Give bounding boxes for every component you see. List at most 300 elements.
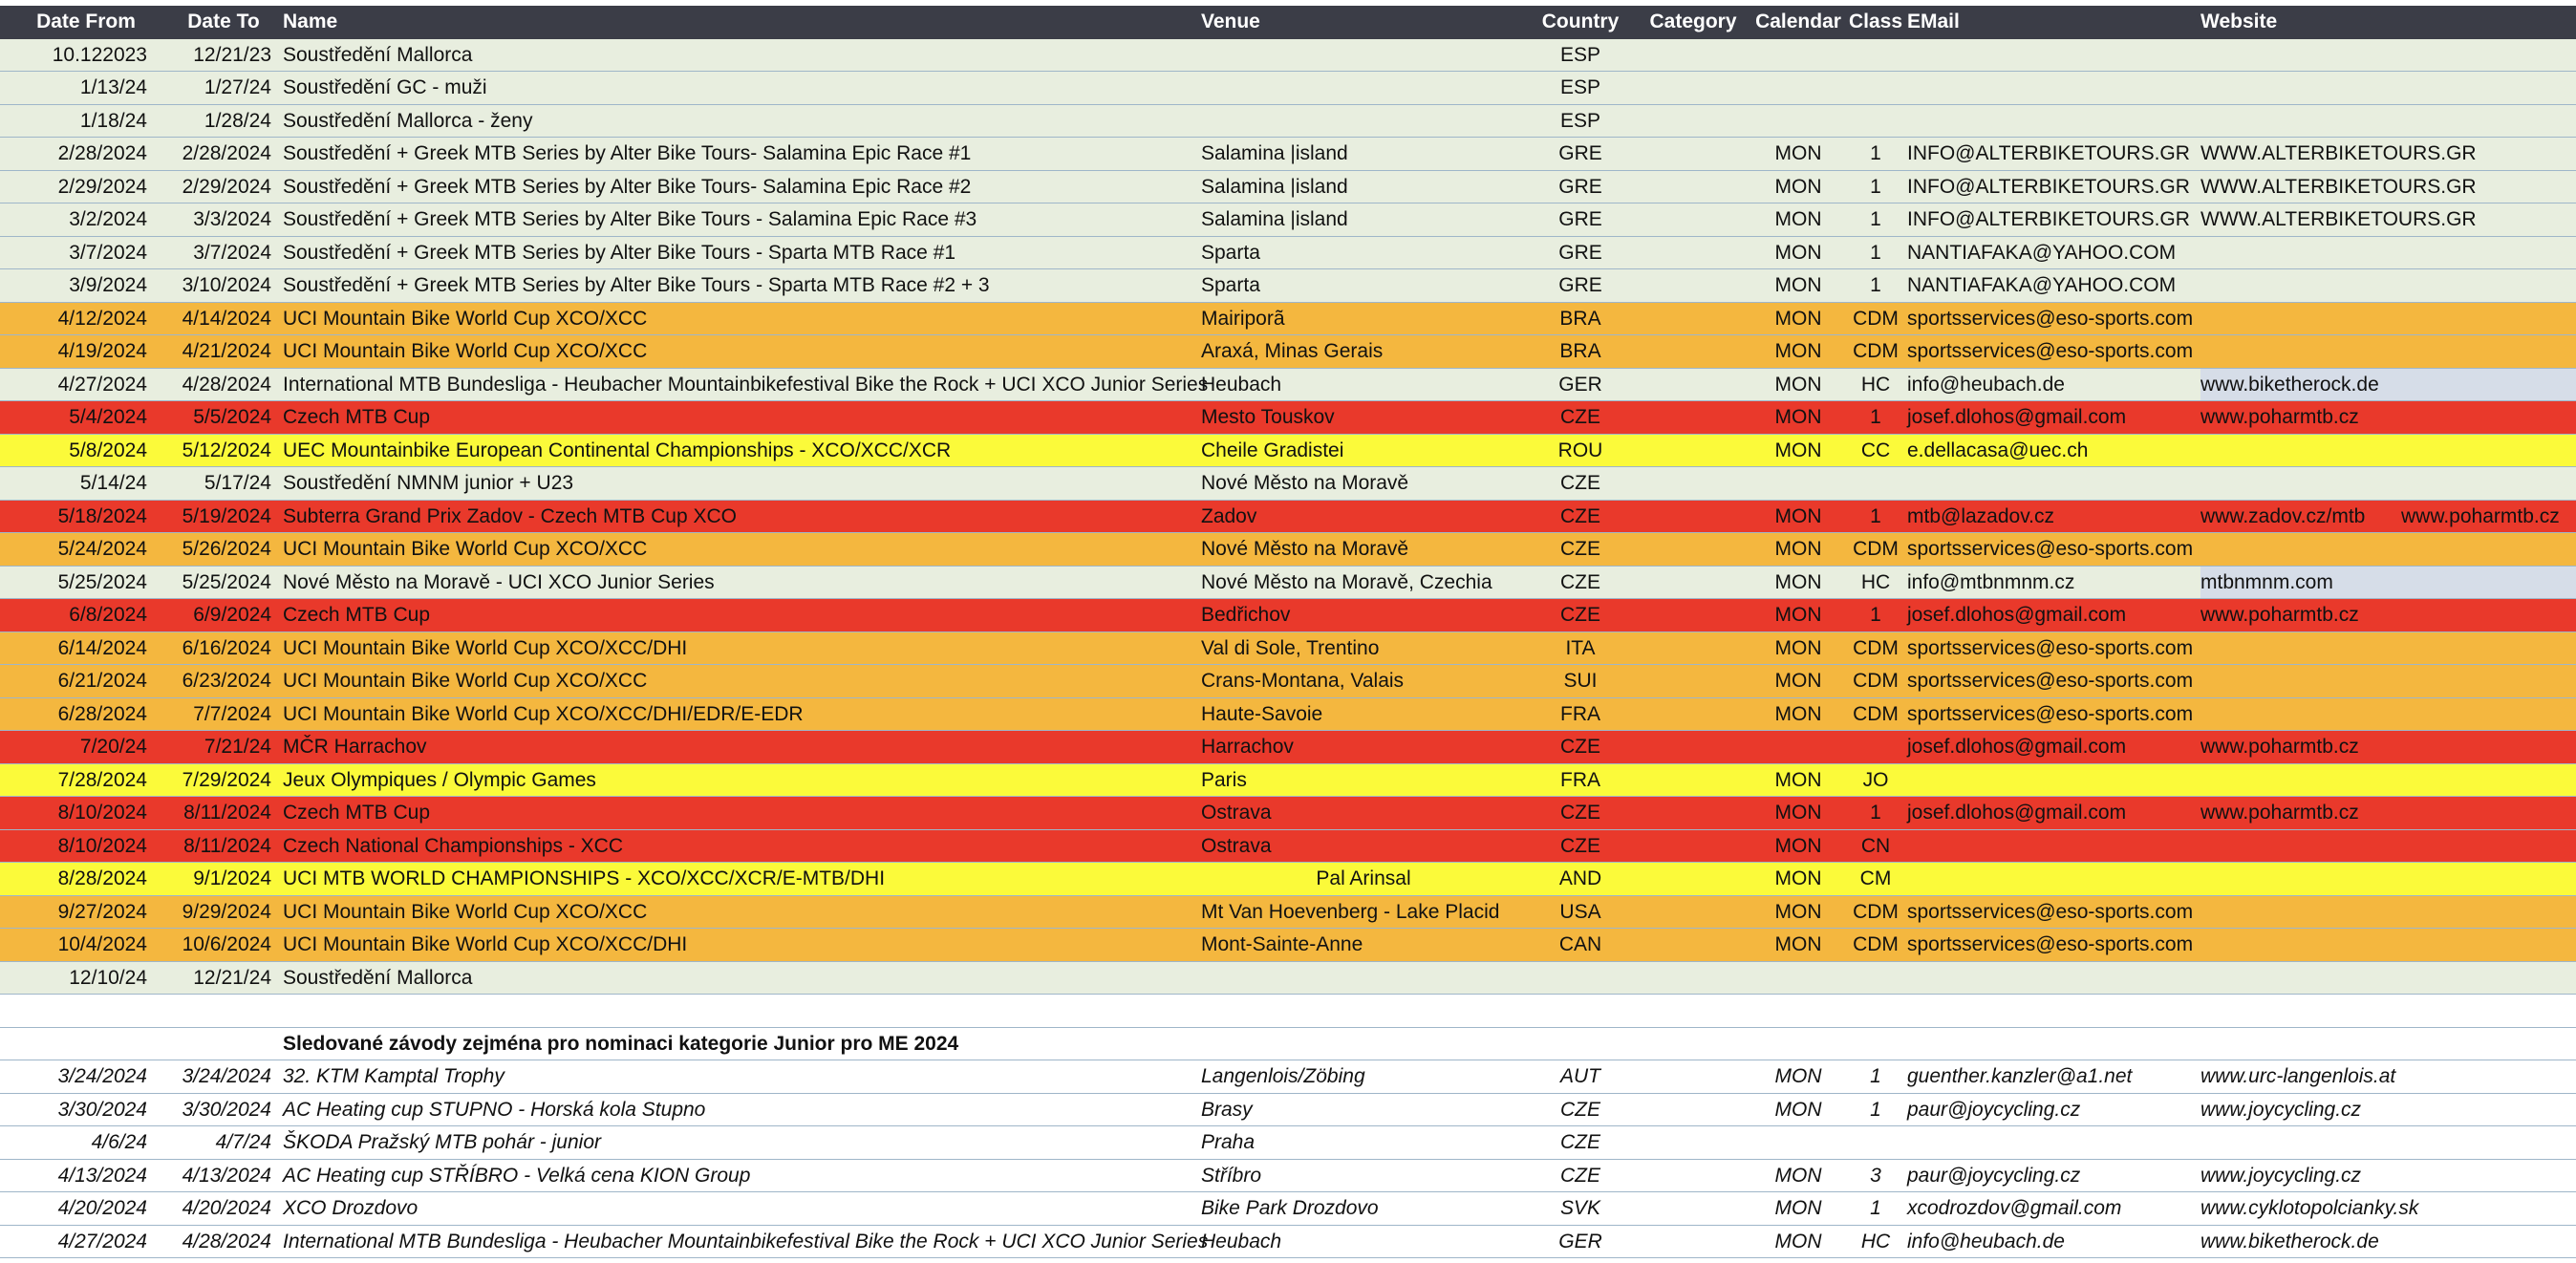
cell-class[interactable]: [1846, 39, 1905, 72]
cell-name[interactable]: [283, 797, 1200, 829]
cell-date-to[interactable]: [161, 138, 271, 170]
cell-category[interactable]: [1636, 533, 1750, 566]
cell-date-to[interactable]: [161, 1226, 271, 1258]
cell-name[interactable]: [283, 435, 1200, 467]
cell-country[interactable]: [1527, 369, 1634, 401]
cell-date-from[interactable]: [0, 435, 155, 467]
cell-email[interactable]: [1907, 533, 2194, 566]
cell-category[interactable]: [1636, 698, 1750, 731]
cell-date-from[interactable]: [0, 335, 155, 368]
cell-date-from[interactable]: [0, 599, 155, 632]
cell-category[interactable]: [1636, 830, 1750, 863]
cell-category[interactable]: [1636, 1192, 1750, 1225]
cell-date-from[interactable]: [0, 39, 155, 72]
cell-name[interactable]: [283, 1126, 1200, 1159]
cell-country[interactable]: [1527, 435, 1634, 467]
cell-country[interactable]: [1527, 533, 1634, 566]
cell-date-to[interactable]: [161, 269, 271, 302]
cell-date-from[interactable]: [0, 632, 155, 665]
cell-venue[interactable]: [1201, 698, 1526, 731]
cell-name[interactable]: [283, 1192, 1200, 1225]
cell-website[interactable]: [2200, 1126, 2576, 1159]
cell-website[interactable]: [2200, 1094, 2576, 1126]
cell-venue[interactable]: [1201, 962, 1526, 995]
cell-category[interactable]: [1636, 1094, 1750, 1126]
cell-website[interactable]: [2200, 1226, 2576, 1258]
cell-calendar[interactable]: [1752, 896, 1844, 929]
cell-name[interactable]: [283, 39, 1200, 72]
cell-venue[interactable]: [1201, 533, 1526, 566]
cell-country[interactable]: [1527, 39, 1634, 72]
cell-date-from[interactable]: [0, 401, 155, 434]
cell-date-from[interactable]: [0, 1226, 155, 1258]
cell-date-to[interactable]: [161, 533, 271, 566]
cell-venue[interactable]: [1201, 1226, 1526, 1258]
cell-class[interactable]: [1846, 731, 1905, 763]
table-row[interactable]: [0, 830, 2576, 864]
cell-venue[interactable]: [1201, 237, 1526, 269]
cell-calendar[interactable]: [1752, 369, 1844, 401]
cell-email[interactable]: [1907, 830, 2194, 863]
cell-country[interactable]: [1527, 632, 1634, 665]
table-row[interactable]: [0, 1226, 2576, 1259]
cell-venue[interactable]: [1201, 1060, 1526, 1093]
cell-email[interactable]: [1907, 962, 2194, 995]
cell-category[interactable]: [1636, 138, 1750, 170]
cell-website[interactable]: [2200, 863, 2576, 895]
cell-calendar[interactable]: [1752, 1094, 1844, 1126]
cell-class[interactable]: [1846, 698, 1905, 731]
cell-venue[interactable]: [1201, 501, 1526, 533]
cell-venue[interactable]: [1201, 171, 1526, 203]
cell-name[interactable]: [283, 863, 1200, 895]
cell-category[interactable]: [1636, 962, 1750, 995]
cell-class[interactable]: [1846, 501, 1905, 533]
cell-calendar[interactable]: [1752, 1160, 1844, 1192]
cell-venue[interactable]: [1201, 401, 1526, 434]
cell-website[interactable]: [2200, 39, 2576, 72]
cell-name[interactable]: [283, 401, 1200, 434]
cell-email[interactable]: [1907, 1094, 2194, 1126]
cell-calendar[interactable]: [1752, 1060, 1844, 1093]
cell-date-from[interactable]: [0, 1094, 155, 1126]
cell-class[interactable]: [1846, 567, 1905, 599]
cell-class[interactable]: [1846, 105, 1905, 138]
cell-category[interactable]: [1636, 237, 1750, 269]
table-row[interactable]: [0, 599, 2576, 632]
cell-class[interactable]: [1846, 335, 1905, 368]
cell-category[interactable]: [1636, 665, 1750, 697]
header-category[interactable]: Category: [1649, 11, 1737, 32]
cell-date-to[interactable]: [161, 797, 271, 829]
cell-venue[interactable]: [1201, 203, 1526, 236]
cell-website[interactable]: [2200, 335, 2576, 368]
cell-email[interactable]: [1907, 1160, 2194, 1192]
cell-category[interactable]: [1636, 1060, 1750, 1093]
cell-date-from[interactable]: [0, 731, 155, 763]
cell-email[interactable]: [1907, 567, 2194, 599]
header-name[interactable]: Name: [283, 11, 338, 32]
cell-date-from[interactable]: [0, 203, 155, 236]
cell-class[interactable]: [1846, 435, 1905, 467]
cell-category[interactable]: [1636, 335, 1750, 368]
cell-name[interactable]: [283, 533, 1200, 566]
cell-email[interactable]: [1907, 237, 2194, 269]
cell-country[interactable]: [1527, 929, 1634, 961]
cell-class[interactable]: [1846, 896, 1905, 929]
cell-date-to[interactable]: [161, 335, 271, 368]
cell-category[interactable]: [1636, 303, 1750, 335]
cell-date-from[interactable]: [0, 533, 155, 566]
cell-class[interactable]: [1846, 369, 1905, 401]
cell-date-to[interactable]: [161, 369, 271, 401]
cell-website[interactable]: [2200, 171, 2576, 203]
cell-venue[interactable]: [1201, 764, 1526, 797]
cell-website[interactable]: [2200, 401, 2576, 434]
header-date-to[interactable]: Date To: [187, 11, 260, 32]
cell-date-to[interactable]: [161, 237, 271, 269]
table-row[interactable]: [0, 929, 2576, 962]
table-row[interactable]: [0, 401, 2576, 435]
table-row[interactable]: [0, 1060, 2576, 1094]
cell-country[interactable]: [1527, 467, 1634, 500]
cell-email[interactable]: [1907, 72, 2194, 104]
cell-email[interactable]: [1907, 1192, 2194, 1225]
cell-name[interactable]: [283, 1060, 1200, 1093]
cell-website[interactable]: [2200, 303, 2576, 335]
cell-country[interactable]: [1527, 962, 1634, 995]
cell-calendar[interactable]: [1752, 269, 1844, 302]
cell-date-to[interactable]: [161, 171, 271, 203]
cell-calendar[interactable]: [1752, 731, 1844, 763]
table-row[interactable]: [0, 269, 2576, 303]
cell-class[interactable]: [1846, 533, 1905, 566]
cell-website[interactable]: [2200, 72, 2576, 104]
cell-category[interactable]: [1636, 39, 1750, 72]
cell-email[interactable]: [1907, 105, 2194, 138]
cell-date-from[interactable]: [0, 501, 155, 533]
table-row[interactable]: [0, 731, 2576, 764]
cell-name[interactable]: [283, 830, 1200, 863]
cell-email[interactable]: [1907, 369, 2194, 401]
cell-email[interactable]: [1907, 731, 2194, 763]
cell-category[interactable]: [1636, 1160, 1750, 1192]
cell-calendar[interactable]: [1752, 501, 1844, 533]
cell-category[interactable]: [1636, 401, 1750, 434]
cell-class[interactable]: [1846, 962, 1905, 995]
table-row[interactable]: [0, 797, 2576, 830]
cell-class[interactable]: [1846, 237, 1905, 269]
cell-country[interactable]: [1527, 269, 1634, 302]
cell-date-from[interactable]: [0, 863, 155, 895]
cell-date-to[interactable]: [161, 105, 271, 138]
cell-class[interactable]: [1846, 1060, 1905, 1093]
header-venue[interactable]: Venue: [1201, 11, 1260, 32]
cell-country[interactable]: [1527, 72, 1634, 104]
cell-name[interactable]: [283, 303, 1200, 335]
cell-calendar[interactable]: [1752, 797, 1844, 829]
cell-date-from[interactable]: [0, 467, 155, 500]
cell-calendar[interactable]: [1752, 962, 1844, 995]
cell-name[interactable]: [283, 237, 1200, 269]
cell-date-from[interactable]: [0, 962, 155, 995]
header-calendar[interactable]: Calendar: [1755, 11, 1841, 32]
cell-name[interactable]: [283, 105, 1200, 138]
cell-name[interactable]: [283, 1160, 1200, 1192]
cell-website[interactable]: [2200, 1060, 2576, 1093]
cell-calendar[interactable]: [1752, 39, 1844, 72]
cell-calendar[interactable]: [1752, 1192, 1844, 1225]
cell-category[interactable]: [1636, 797, 1750, 829]
cell-class[interactable]: [1846, 401, 1905, 434]
cell-venue[interactable]: [1201, 369, 1526, 401]
cell-calendar[interactable]: [1752, 632, 1844, 665]
cell-date-from[interactable]: [0, 665, 155, 697]
cell-website[interactable]: [2200, 632, 2576, 665]
cell-venue[interactable]: [1201, 303, 1526, 335]
cell-date-to[interactable]: [161, 401, 271, 434]
table-row[interactable]: [0, 237, 2576, 270]
cell-email[interactable]: [1907, 632, 2194, 665]
header-country[interactable]: Country: [1541, 11, 1620, 32]
cell-country[interactable]: [1527, 303, 1634, 335]
table-row[interactable]: [0, 369, 2576, 402]
cell-category[interactable]: [1636, 764, 1750, 797]
cell-date-from[interactable]: [0, 1160, 155, 1192]
header-class[interactable]: Class: [1848, 11, 1903, 32]
cell-email[interactable]: [1907, 1126, 2194, 1159]
cell-email[interactable]: [1907, 665, 2194, 697]
cell-date-to[interactable]: [161, 896, 271, 929]
cell-date-to[interactable]: [161, 962, 271, 995]
cell-email[interactable]: [1907, 863, 2194, 895]
cell-category[interactable]: [1636, 435, 1750, 467]
cell-name[interactable]: [283, 1094, 1200, 1126]
cell-country[interactable]: [1527, 1192, 1634, 1225]
cell-category[interactable]: [1636, 171, 1750, 203]
cell-date-from[interactable]: [0, 138, 155, 170]
cell-country[interactable]: [1527, 1094, 1634, 1126]
table-row[interactable]: [0, 1094, 2576, 1127]
cell-website[interactable]: [2200, 929, 2576, 961]
cell-website[interactable]: [2200, 467, 2576, 500]
cell-email[interactable]: [1907, 929, 2194, 961]
header-website[interactable]: Website: [2200, 11, 2278, 32]
table-row[interactable]: [0, 39, 2576, 73]
cell-venue[interactable]: [1201, 896, 1526, 929]
cell-venue[interactable]: [1201, 39, 1526, 72]
cell-date-from[interactable]: [0, 764, 155, 797]
cell-category[interactable]: [1636, 929, 1750, 961]
cell-website[interactable]: [2200, 435, 2576, 467]
cell-website[interactable]: [2200, 1192, 2576, 1225]
cell-website[interactable]: [2200, 830, 2576, 863]
cell-class[interactable]: [1846, 830, 1905, 863]
cell-calendar[interactable]: [1752, 599, 1844, 632]
cell-date-from[interactable]: [0, 269, 155, 302]
cell-class[interactable]: [1846, 467, 1905, 500]
cell-website[interactable]: [2200, 599, 2576, 632]
table-row[interactable]: [0, 72, 2576, 105]
cell-venue[interactable]: [1201, 599, 1526, 632]
cell-website[interactable]: [2200, 269, 2576, 302]
table-row[interactable]: [0, 567, 2576, 600]
table-row[interactable]: [0, 1126, 2576, 1160]
cell-country[interactable]: [1527, 896, 1634, 929]
cell-venue[interactable]: [1201, 435, 1526, 467]
table-row[interactable]: [0, 335, 2576, 369]
table-row[interactable]: [0, 171, 2576, 204]
cell-venue[interactable]: [1201, 335, 1526, 368]
cell-date-to[interactable]: [161, 764, 271, 797]
table-row[interactable]: [0, 632, 2576, 666]
cell-class[interactable]: [1846, 1094, 1905, 1126]
cell-website[interactable]: [2200, 797, 2576, 829]
cell-name[interactable]: [283, 1226, 1209, 1258]
cell-name[interactable]: [283, 501, 1200, 533]
cell-class[interactable]: [1846, 929, 1905, 961]
cell-category[interactable]: [1636, 72, 1750, 104]
cell-category[interactable]: [1636, 1226, 1750, 1258]
cell-country[interactable]: [1527, 401, 1634, 434]
table-row[interactable]: [0, 303, 2576, 336]
cell-country[interactable]: [1527, 764, 1634, 797]
table-row[interactable]: [0, 764, 2576, 798]
cell-date-to[interactable]: [161, 467, 271, 500]
table-row[interactable]: [0, 467, 2576, 501]
cell-calendar[interactable]: [1752, 698, 1844, 731]
table-row[interactable]: [0, 435, 2576, 468]
cell-email[interactable]: [1907, 896, 2194, 929]
cell-venue[interactable]: [1201, 797, 1526, 829]
cell-date-to[interactable]: [161, 72, 271, 104]
cell-website[interactable]: [2200, 533, 2576, 566]
cell-class[interactable]: [1846, 303, 1905, 335]
cell-date-from[interactable]: [0, 1060, 155, 1093]
cell-website[interactable]: [2200, 764, 2576, 797]
cell-class[interactable]: [1846, 764, 1905, 797]
cell-class[interactable]: [1846, 665, 1905, 697]
cell-category[interactable]: [1636, 1126, 1750, 1159]
cell-date-to[interactable]: [161, 303, 271, 335]
cell-name[interactable]: [283, 665, 1200, 697]
cell-country[interactable]: [1527, 138, 1634, 170]
cell-country[interactable]: [1527, 731, 1634, 763]
cell-name[interactable]: [283, 632, 1200, 665]
cell-country[interactable]: [1527, 501, 1634, 533]
cell-calendar[interactable]: [1752, 171, 1844, 203]
cell-website[interactable]: [2200, 369, 2576, 401]
cell-venue[interactable]: [1201, 72, 1526, 104]
cell-date-to[interactable]: [161, 501, 271, 533]
cell-date-to[interactable]: [161, 1160, 271, 1192]
cell-country[interactable]: [1527, 830, 1634, 863]
cell-name[interactable]: [283, 72, 1200, 104]
cell-website[interactable]: [2200, 962, 2576, 995]
cell-venue[interactable]: [1201, 1160, 1526, 1192]
cell-name[interactable]: [283, 896, 1200, 929]
cell-category[interactable]: [1636, 269, 1750, 302]
cell-class[interactable]: [1846, 1160, 1905, 1192]
cell-venue[interactable]: [1201, 731, 1526, 763]
cell-date-to[interactable]: [161, 435, 271, 467]
cell-calendar[interactable]: [1752, 863, 1844, 895]
cell-calendar[interactable]: [1752, 203, 1844, 236]
cell-website[interactable]: [2200, 665, 2576, 697]
table-row[interactable]: [0, 1192, 2576, 1226]
cell-class[interactable]: [1846, 1192, 1905, 1225]
cell-category[interactable]: [1636, 896, 1750, 929]
cell-date-from[interactable]: [0, 369, 155, 401]
cell-name[interactable]: [283, 203, 1200, 236]
cell-calendar[interactable]: [1752, 303, 1844, 335]
section-title-row[interactable]: [0, 1028, 2576, 1061]
cell-country[interactable]: [1527, 698, 1634, 731]
cell-venue[interactable]: [1201, 269, 1526, 302]
cell-class[interactable]: [1846, 599, 1905, 632]
cell-calendar[interactable]: [1752, 567, 1844, 599]
cell-calendar[interactable]: [1752, 665, 1844, 697]
cell-category[interactable]: [1636, 731, 1750, 763]
cell-website[interactable]: [2200, 896, 2576, 929]
cell-email[interactable]: [1907, 303, 2194, 335]
cell-email[interactable]: [1907, 401, 2194, 434]
cell-venue[interactable]: [1201, 1094, 1526, 1126]
cell-class[interactable]: [1846, 203, 1905, 236]
cell-name[interactable]: [283, 171, 1200, 203]
cell-date-to[interactable]: [161, 203, 271, 236]
cell-name[interactable]: [283, 599, 1200, 632]
cell-venue[interactable]: [1201, 929, 1526, 961]
cell-email[interactable]: [1907, 501, 2194, 533]
cell-venue[interactable]: [1201, 632, 1526, 665]
cell-email[interactable]: [1907, 1060, 2194, 1093]
cell-email[interactable]: [1907, 1226, 2194, 1258]
cell-category[interactable]: [1636, 863, 1750, 895]
table-row[interactable]: [0, 962, 2576, 995]
cell-calendar[interactable]: [1752, 401, 1844, 434]
cell-calendar[interactable]: [1752, 533, 1844, 566]
cell-venue[interactable]: [1201, 863, 1526, 895]
cell-calendar[interactable]: [1752, 435, 1844, 467]
cell-country[interactable]: [1527, 1060, 1634, 1093]
cell-date-from[interactable]: [0, 303, 155, 335]
cell-venue[interactable]: [1201, 1192, 1526, 1225]
cell-date-to[interactable]: [161, 698, 271, 731]
cell-email[interactable]: [1907, 203, 2194, 236]
cell-category[interactable]: [1636, 105, 1750, 138]
cell-calendar[interactable]: [1752, 467, 1844, 500]
cell-email[interactable]: [1907, 335, 2194, 368]
cell-calendar[interactable]: [1752, 335, 1844, 368]
cell-website[interactable]: [2200, 567, 2576, 599]
cell-email[interactable]: [1907, 797, 2194, 829]
cell-class[interactable]: [1846, 72, 1905, 104]
cell-name[interactable]: [283, 567, 1200, 599]
cell-date-from[interactable]: [0, 830, 155, 863]
cell-name[interactable]: [283, 138, 1200, 170]
cell-venue[interactable]: [1201, 138, 1526, 170]
cell-calendar[interactable]: [1752, 237, 1844, 269]
cell-country[interactable]: [1527, 665, 1634, 697]
header-email[interactable]: EMail: [1907, 11, 1960, 32]
table-row[interactable]: [0, 896, 2576, 930]
cell-email[interactable]: [1907, 599, 2194, 632]
table-row[interactable]: [0, 105, 2576, 139]
cell-country[interactable]: [1527, 863, 1634, 895]
cell-country[interactable]: [1527, 203, 1634, 236]
cell-category[interactable]: [1636, 567, 1750, 599]
